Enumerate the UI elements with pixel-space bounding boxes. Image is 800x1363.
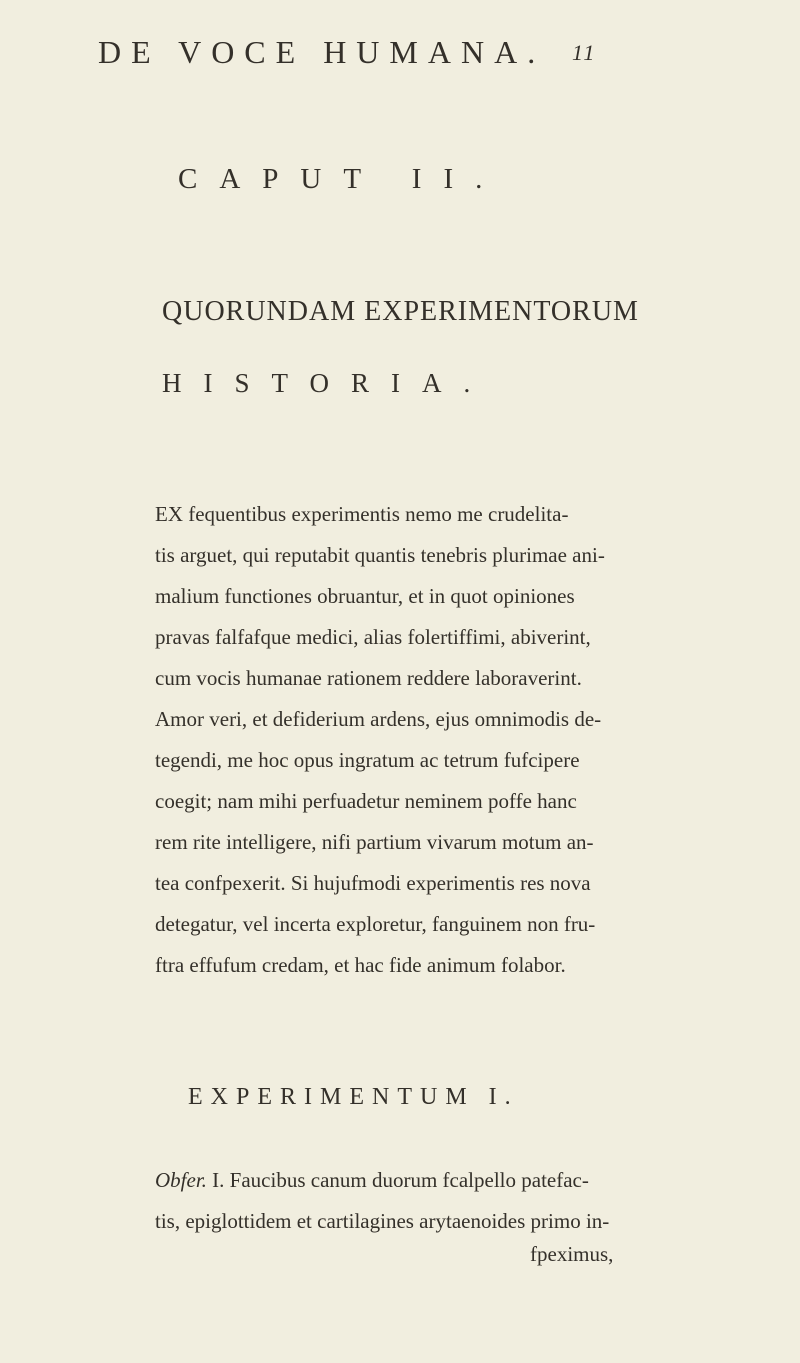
- text-line: tea confpexerit. Si hujufmodi experimentis res nova: [155, 871, 591, 895]
- experiment-heading: EXPERIMENTUM I.: [188, 1084, 519, 1110]
- text-line: malium functiones obruantur, et in quot opiniones: [155, 584, 575, 608]
- text-line: ftra effufum credam, et hac fide animum folabor.: [155, 953, 566, 977]
- section-subtitle: HISTORIA.: [162, 368, 493, 398]
- text-line: tis, epiglottidem et cartilagines arytaenoides primo in-: [155, 1209, 610, 1233]
- text-line: Amor veri, et defiderium ardens, ejus omnimodis de-: [155, 707, 602, 731]
- text-line: [155, 1160, 625, 1201]
- observation-abbr: Obfer.: [155, 1168, 207, 1192]
- text-line: tis arguet, qui reputabit quantis tenebris plurimae ani-: [155, 543, 605, 567]
- page-number: 11: [572, 40, 597, 65]
- text-line: pravas falfafque medici, alias folertiffimi, abiverint,: [155, 625, 591, 649]
- text-line: cum vocis humanae rationem reddere laboraverint.: [155, 666, 582, 690]
- catchword: fpeximus,: [530, 1242, 614, 1266]
- text-line: coegit; nam mihi perfuadetur neminem poffe hanc: [155, 789, 577, 813]
- observation-paragraph: [155, 1160, 625, 1242]
- chapter-label: CAPUT II.: [178, 163, 505, 195]
- text-line: rem rite intelligere, nifi partium vivarum motum an-: [155, 830, 594, 854]
- text-line: EX fequentibus experimentis nemo me crudelita-: [155, 502, 569, 526]
- section-title: QUORUNDAM EXPERIMENTORUM: [162, 296, 639, 327]
- running-head: [0, 34, 800, 74]
- observation-text: I. Faucibus canum duorum fcalpello patefac-: [206, 1168, 589, 1192]
- body-paragraph: [155, 494, 625, 986]
- text-line: tegendi, me hoc opus ingratum ac tetrum fufcipere: [155, 748, 580, 772]
- text-line: detegatur, vel incerta exploretur, fanguinem non fru-: [155, 912, 596, 936]
- running-title: DE VOCE HUMANA.: [98, 34, 546, 70]
